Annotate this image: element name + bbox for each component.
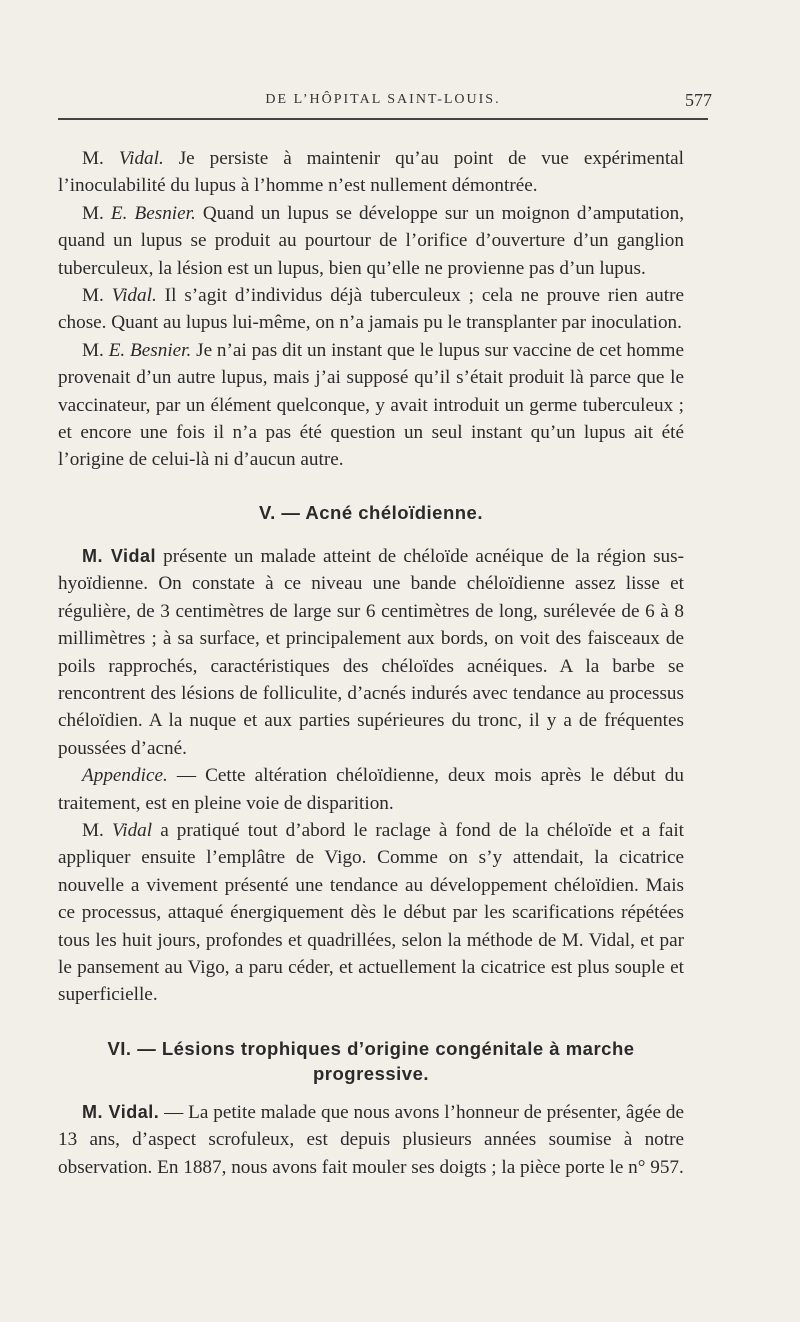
speaker-prefix: M. (82, 819, 112, 841)
speaker-prefix: M. (82, 285, 112, 307)
speaker-name: Vidal. (111, 285, 157, 307)
body-text (58, 145, 684, 1181)
speaker-name: Vidal (111, 819, 153, 841)
paragraph-section5-intro (58, 543, 684, 762)
paragraph-besnier-2 (58, 337, 684, 474)
paragraph-text: Il s’agit d’individus déjà tuberculeux ; cela ne prouve rien autre chose. Quant au lupus lui-même, on n’a jamais pu le transplanter par inoculation. (58, 285, 684, 334)
speaker-prefix: M. (82, 202, 111, 224)
paragraph-text: Je n’ai pas dit un instant que le lupus sur vaccine de cet homme provenait d’un autre lupus, mais j’ai supposé qu’il s’était produit là parce que le vaccinateur, par un élément quelconque, y avait introduit un germe tuberculeux ; et encore une fois il n’a pas été question un seul instant qu’un lupus ait été l’origine de celui-là ni d’aucun autre. (58, 339, 684, 471)
paragraph-section5-treatment (58, 817, 684, 1009)
paragraph-vidal-1 (58, 145, 684, 200)
page-number: 577 (685, 90, 712, 110)
paragraph-vidal-2 (58, 282, 684, 337)
speaker-prefix: M. (82, 148, 119, 169)
paragraph-text: a pratiqué tout d’abord le raclage à fond de la chéloïde et a fait appliquer ensuite l’emplâtre de Vigo. Comme on s’y attendait, la cicatrice nouvelle a vivement présenté une tendance au développement chéloïdien. Mais ce processus, attaqué énergiquement dès le début par les scarifications répétées tous les huit jours, profondes et quadrillées, selon la méthode de M. Vidal, et par le pansement au Vigo, a paru céder, et actuellement la cicatrice est plus souple et superficielle. (58, 819, 685, 1006)
paragraph-appendice (58, 762, 684, 817)
running-title: DE L’HÔPITAL SAINT-LOUIS. (265, 92, 501, 107)
appendice-label: Appendice. (82, 765, 168, 787)
paragraph-text: Quand un lupus se développe sur un moignon d’amputation, quand un lupus se produit au pourtour de l’orifice d’ouverture d’un ganglion tuberculeux, la lésion est un lupus, bien qu’elle ne provienne pas d’un lupus. (58, 202, 684, 279)
paragraph-text: présente un malade atteint de chéloïde acnéique de la région sus-hyoïdienne. On constate à ce niveau une bande chéloïdienne assez lisse et régulière, de 3 centimètres de large sur 6 centimètres de long, surélevée de 6 à 8 millimètres ; à sa surface, et principalement aux bords, on voit des faisceaux de poils rapprochés, caractéristiques des chéloïdes acnéiques. A la barbe se rencontrent des lésions de folliculite, d’acnés indurés avec tendance au processus chéloïdien. A la nuque et aux parties supérieures du tronc, il y a de fréquentes poussées d’acné. (58, 545, 684, 759)
page-header (58, 88, 712, 120)
speaker-bold: M. Vidal (82, 545, 157, 566)
section-heading-acne: V. — Acné chéloïdienne. (259, 501, 483, 523)
paragraph-section6-intro (58, 1099, 684, 1181)
paragraph-text: Je persiste à maintenir qu’au point de vue expérimental l’inoculabilité du lupus à l’homme n’est nullement démontrée. (58, 148, 684, 197)
speaker-name: Vidal. (118, 148, 164, 169)
speaker-prefix: M. (82, 339, 109, 361)
paragraph-besnier-1 (58, 200, 684, 282)
speaker-bold: M. Vidal. (82, 1101, 160, 1122)
speaker-name: E. Besnier. (110, 202, 196, 224)
paragraph-text: — Cette altération chéloïdienne, deux mois après le début du traitement, est en pleine voie de disparition. (58, 765, 684, 814)
section-heading-lesions: VI. — Lésions trophiques d’origine congénitale à marche progressive. (107, 1037, 635, 1084)
paragraph-text: — La petite malade que nous avons l’honneur de présenter, âgée de 13 ans, d’aspect scrofuleux, est depuis plusieurs années soumise à notre observation. En 1887, nous avons fait mouler ses doigts ; la pièce porte le n° 957. (58, 1101, 684, 1178)
speaker-name: E. Besnier. (108, 339, 192, 361)
